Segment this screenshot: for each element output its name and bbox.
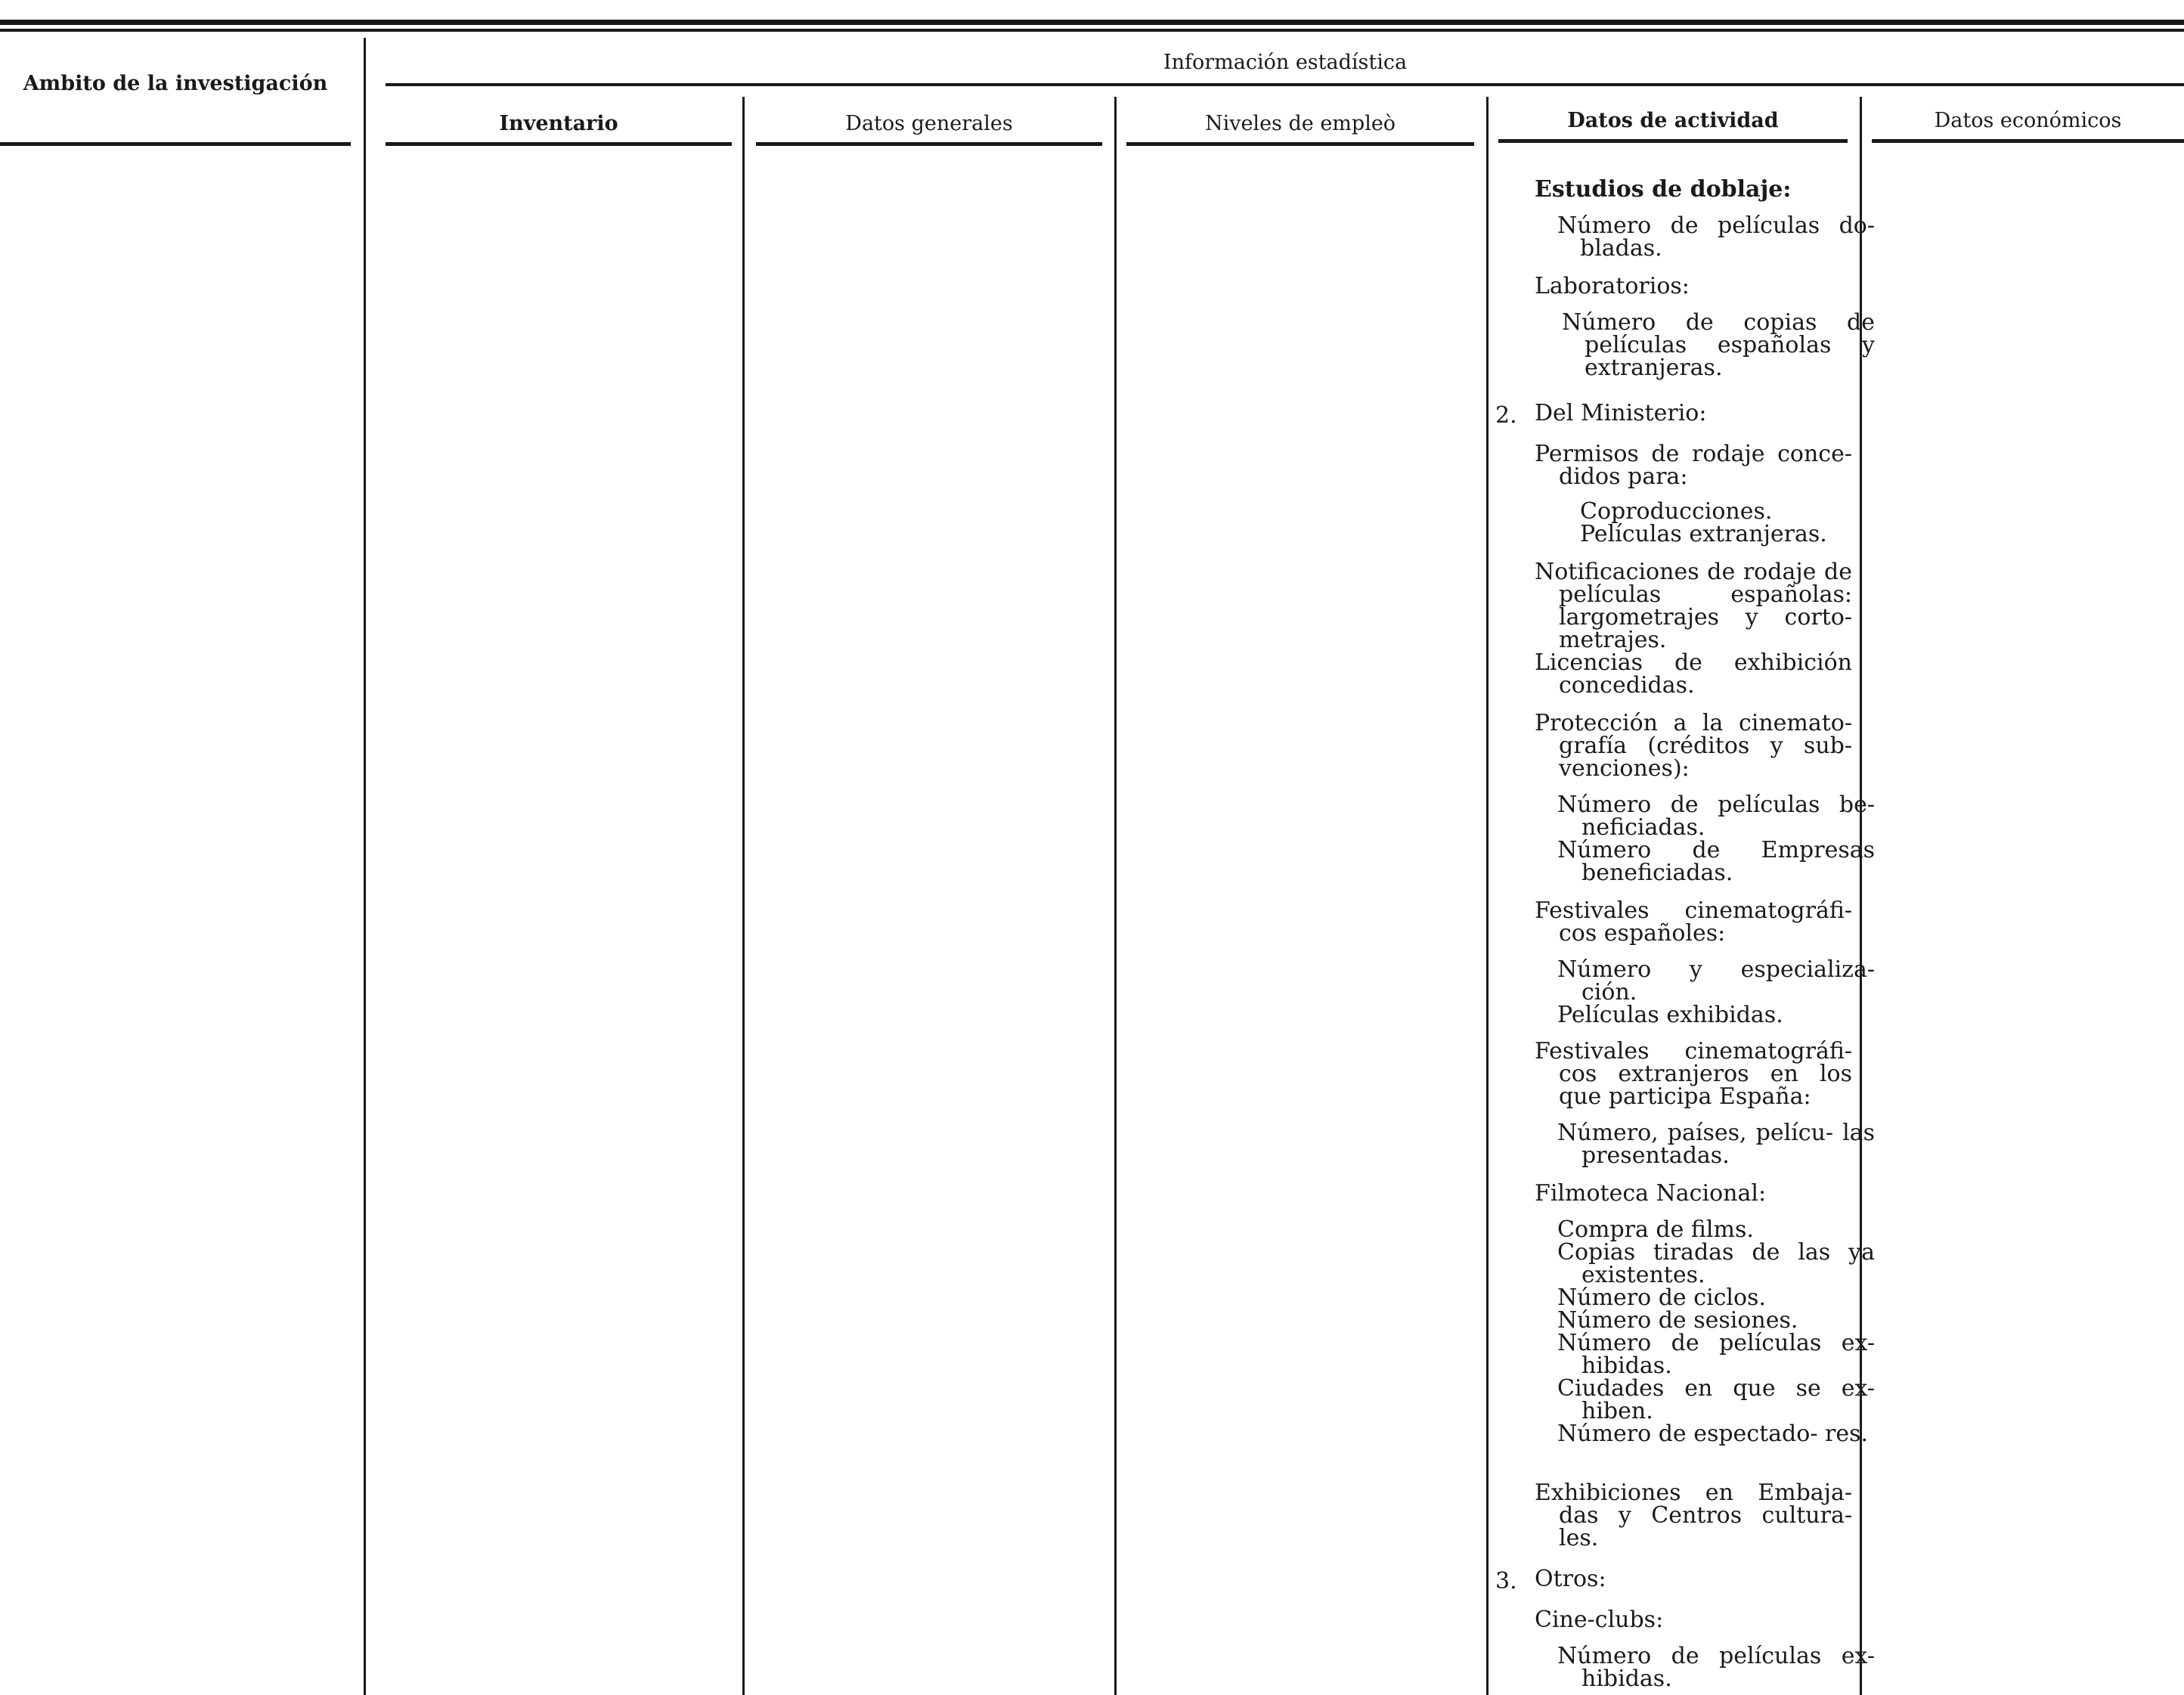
filmoteca-title: Filmoteca Nacional: — [1535, 1180, 1767, 1207]
numero-ciclos: Número de ciclos. — [1557, 1284, 1766, 1311]
proteccion: Protección a la cinemato- grafía (créditos y sub- venciones): — [1535, 710, 1852, 782]
datos-actividad-header: Datos de actividad — [1567, 109, 1779, 132]
top-rule-thin — [0, 29, 2184, 32]
top-rule-thick — [0, 20, 2184, 25]
ambito-header: Ambito de la investigación — [23, 72, 328, 95]
col-divider-4 — [1486, 97, 1489, 1695]
numero-sesiones: Número de sesiones. — [1557, 1307, 1798, 1334]
col-divider-3 — [1114, 97, 1117, 1695]
datos-generales-header: Datos generales — [845, 112, 1013, 135]
informacion-header: Información estadística — [1163, 51, 1408, 74]
espectadores: Número de espectado- res. — [1557, 1421, 1869, 1447]
beneficiadas-empresas: Número de Empresas beneficiadas. — [1557, 837, 1875, 886]
inventario-underline — [386, 142, 732, 146]
estudios-title: Estudios de doblaje: — [1535, 176, 1792, 203]
section-3-number: 3. — [1495, 1568, 1517, 1594]
peliculas-exhibidas: Películas exhibidas. — [1557, 1002, 1783, 1028]
estudios-item: Número de películas do- bladas. — [1557, 212, 1875, 262]
laboratorios-title: Laboratorios: — [1535, 273, 1690, 299]
informacion-underline — [386, 83, 2184, 86]
licencias: Licencias de exhibición concedidas. — [1535, 649, 1852, 699]
copias-tiradas: Copias tiradas de las ya existentes. — [1557, 1239, 1875, 1288]
economicos-underline — [1872, 139, 2184, 143]
numero-paises: Número, países, pelícu- las presentadas. — [1557, 1120, 1875, 1169]
col-divider-1 — [364, 38, 366, 1695]
permisos: Permisos de rodaje conce- didos para: — [1535, 441, 1852, 490]
numero-especializacion: Número y especializa- ción. — [1557, 956, 1875, 1006]
inventario-header: Inventario — [499, 112, 618, 135]
section-2-number: 2. — [1495, 402, 1517, 429]
numero-peliculas-exhibidas: Número de películas ex- hibidas. — [1557, 1330, 1875, 1379]
cineclubs-title: Cine-clubs: — [1535, 1607, 1664, 1633]
niveles-empleo-header: Niveles de empleò — [1204, 112, 1396, 135]
compra-films: Compra de films. — [1557, 1216, 1754, 1243]
cineclubs-item: Número de películas ex- hibidas. — [1557, 1643, 1875, 1692]
festivales-extranjeros: Festivales cinematográfi- cos extranjeros en los que participa España: — [1535, 1038, 1852, 1110]
section-3-title: Otros: — [1535, 1566, 1606, 1592]
col-divider-2 — [742, 97, 745, 1695]
exhibiciones: Exhibiciones en Embaja- das y Centros cultura- les. — [1535, 1480, 1852, 1551]
section-2-title: Del Ministerio: — [1535, 400, 1707, 426]
festivales-espanoles: Festivales cinematográfi- cos españoles: — [1535, 897, 1852, 947]
datos-economicos-header: Datos económicos — [1934, 109, 2122, 132]
notificaciones: Notificaciones de rodaje de películas españolas: largometrajes y corto- metrajes. — [1535, 559, 1852, 653]
ambito-underline — [0, 142, 351, 146]
beneficiadas-peliculas: Número de películas be- neficiadas. — [1557, 792, 1875, 841]
coproducciones: Coproducciones. — [1580, 498, 1773, 525]
peliculas-extranjeras: Películas extranjeras. — [1580, 521, 1827, 547]
ciudades: Ciudades en que se ex- hiben. — [1557, 1375, 1875, 1424]
niveles-underline — [1126, 142, 1474, 146]
laboratorios-item: Número de copias de películas españolas y extranjeras. — [1562, 309, 1875, 381]
datos-generales-underline — [756, 142, 1102, 146]
datos-actividad-content — [1535, 0, 1875, 1695]
